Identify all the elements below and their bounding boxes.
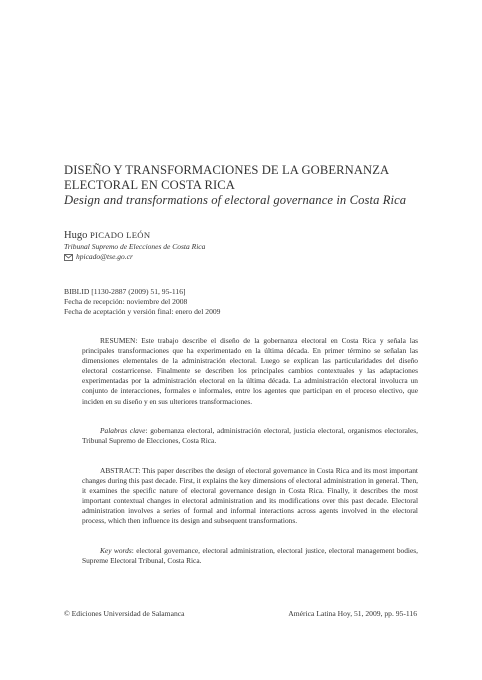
abstract-text: ABSTRACT: This paper describes the design of electoral governance in Costa Rica and its most important changes during this past decade. First, it explains the key dimensions of electoral administration in general. Then, it examines the specific nature of electoral governance design in Costa Rica. Finally, it describes the most important contextual changes in electoral administration and its modifications over this past decade. Electoral administration involves a series of formal and informal interactions across agents involved in the electoral process, which then influence its design and subsequent transformations.: [82, 466, 418, 526]
palabras-clave-label: Palabras clave: [100, 426, 146, 435]
author-affiliation: Tribunal Supremo de Elecciones de Costa Rica: [64, 242, 206, 251]
envelope-icon: [64, 254, 73, 261]
palabras-clave-block: [82, 426, 418, 446]
key-words-text: : electoral governance, electoral administration, electoral justice, electoral management bodies, Supreme Electoral Tribunal, Costa Rica.: [82, 546, 418, 566]
title-subtitle: Design and transformations of electoral governance in Costa Rica: [64, 193, 407, 207]
footer-citation: América Latina Hoy, 51, 2009, pp. 95-116: [288, 609, 417, 618]
palabras-clave: [82, 426, 418, 446]
resumen-block: [82, 336, 418, 407]
key-words-block: [82, 546, 418, 566]
key-words-label: Key words: [100, 546, 132, 555]
author-name: [64, 229, 424, 242]
biblio-block: [64, 287, 424, 317]
author-email-line: [64, 252, 424, 262]
article-title: [64, 163, 434, 208]
acceptance-date: Fecha de aceptación y versión final: enero del 2009: [64, 307, 221, 316]
abstract-block: [82, 466, 418, 527]
palabras-clave-text: : gobernanza electoral, administración electoral, justicia electoral, organismos electorales, Tribunal Supremo de Elecciones, Costa Rica.: [82, 426, 418, 446]
resumen-text: RESUMEN: Este trabajo describe el diseño de la gobernanza electoral en Costa Rica y señala las principales transformaciones que ha experimentado en la última década. En primer término se señalan las dimensiones elementales de la administración electoral. Luego se explican las particularidades del diseño electoral costarricense. Finalmente se describen los principales cambios contextuales y las adaptaciones experimentadas por la administración electoral en la última década. La administración electoral involucra un conjunto de interacciones, formales e informales, entre los agentes que participan en el proceso electivo, que inciden en su diseño y en sus ulteriores transformaciones.: [82, 336, 418, 406]
title-main: DISEÑO Y TRANSFORMACIONES DE LA GOBERNANZA ELECTORAL EN COSTA RICA: [64, 163, 389, 192]
author-block: [64, 229, 424, 262]
author-last-name: PICADO LEÓN: [89, 230, 151, 240]
author-email[interactable]: hpicado@tse.go.cr: [76, 252, 133, 261]
author-first-name: Hugo: [64, 230, 90, 241]
footer-publisher: © Ediciones Universidad de Salamanca: [64, 609, 185, 618]
reception-date: Fecha de recepción: noviembre del 2008: [64, 297, 188, 306]
biblio-id: BIBLID [1130-2887 (2009) 51, 95-116]: [64, 287, 186, 296]
key-words: [82, 546, 418, 566]
